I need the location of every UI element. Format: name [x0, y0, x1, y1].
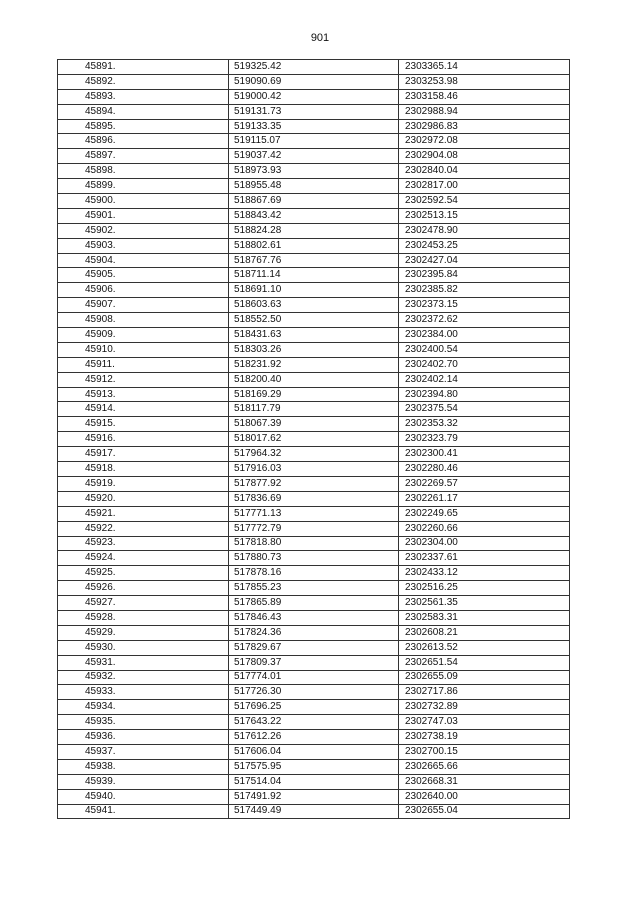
- y-coordinate-cell: 2302394.80: [399, 387, 570, 402]
- table-row: [58, 640, 570, 655]
- x-coordinate-cell: 517491.92: [229, 789, 399, 804]
- x-coordinate-cell: 517878.16: [229, 566, 399, 581]
- table-row: [58, 238, 570, 253]
- x-coordinate-cell: 517880.73: [229, 551, 399, 566]
- table-row: [58, 670, 570, 685]
- y-coordinate-cell: 2303365.14: [399, 60, 570, 75]
- table-row: [58, 462, 570, 477]
- x-coordinate-cell: 518711.14: [229, 268, 399, 283]
- table-row: [58, 342, 570, 357]
- y-coordinate-cell: 2302738.19: [399, 730, 570, 745]
- y-coordinate-cell: 2302583.31: [399, 610, 570, 625]
- table-row: [58, 655, 570, 670]
- table-row: [58, 268, 570, 283]
- x-coordinate-cell: 517606.04: [229, 744, 399, 759]
- table-row: [58, 372, 570, 387]
- table-row: [58, 744, 570, 759]
- table-row: [58, 134, 570, 149]
- point-number-cell: 45915.: [58, 417, 229, 432]
- x-coordinate-cell: 518824.28: [229, 223, 399, 238]
- y-coordinate-cell: 2302337.61: [399, 551, 570, 566]
- x-coordinate-cell: 518169.29: [229, 387, 399, 402]
- x-coordinate-cell: 518867.69: [229, 194, 399, 209]
- x-coordinate-cell: 519000.42: [229, 89, 399, 104]
- x-coordinate-cell: 519131.73: [229, 104, 399, 119]
- x-coordinate-cell: 518802.61: [229, 238, 399, 253]
- point-number-cell: 45907.: [58, 298, 229, 313]
- table-row: [58, 89, 570, 104]
- x-coordinate-cell: 518431.63: [229, 328, 399, 343]
- y-coordinate-cell: 2302261.17: [399, 491, 570, 506]
- x-coordinate-cell: 519037.42: [229, 149, 399, 164]
- y-coordinate-cell: 2302513.15: [399, 208, 570, 223]
- point-number-cell: 45914.: [58, 402, 229, 417]
- x-coordinate-cell: 517643.22: [229, 715, 399, 730]
- y-coordinate-cell: 2302353.32: [399, 417, 570, 432]
- x-coordinate-cell: 517818.80: [229, 536, 399, 551]
- table-row: [58, 104, 570, 119]
- y-coordinate-cell: 2302478.90: [399, 223, 570, 238]
- point-number-cell: 45906.: [58, 283, 229, 298]
- y-coordinate-cell: 2302561.35: [399, 596, 570, 611]
- x-coordinate-cell: 518200.40: [229, 372, 399, 387]
- table-row: [58, 789, 570, 804]
- table-row: [58, 74, 570, 89]
- point-number-cell: 45892.: [58, 74, 229, 89]
- y-coordinate-cell: 2302817.00: [399, 179, 570, 194]
- table-row: [58, 581, 570, 596]
- y-coordinate-cell: 2302592.54: [399, 194, 570, 209]
- x-coordinate-cell: 518117.79: [229, 402, 399, 417]
- point-number-cell: 45898.: [58, 164, 229, 179]
- x-coordinate-cell: 519133.35: [229, 119, 399, 134]
- table-row: [58, 491, 570, 506]
- table-row: [58, 283, 570, 298]
- table-row: [58, 551, 570, 566]
- point-number-cell: 45920.: [58, 491, 229, 506]
- x-coordinate-cell: 517916.03: [229, 462, 399, 477]
- table-row: [58, 596, 570, 611]
- y-coordinate-cell: 2302747.03: [399, 715, 570, 730]
- y-coordinate-cell: 2302640.00: [399, 789, 570, 804]
- point-number-cell: 45922.: [58, 521, 229, 536]
- table-row: [58, 625, 570, 640]
- y-coordinate-cell: 2302700.15: [399, 744, 570, 759]
- table-row: [58, 179, 570, 194]
- point-number-cell: 45917.: [58, 447, 229, 462]
- table-row: [58, 521, 570, 536]
- point-number-cell: 45933.: [58, 685, 229, 700]
- point-number-cell: 45935.: [58, 715, 229, 730]
- table-row: [58, 432, 570, 447]
- point-number-cell: 45893.: [58, 89, 229, 104]
- x-coordinate-cell: 519115.07: [229, 134, 399, 149]
- point-number-cell: 45895.: [58, 119, 229, 134]
- table-row: [58, 402, 570, 417]
- y-coordinate-cell: 2302613.52: [399, 640, 570, 655]
- point-number-cell: 45934.: [58, 700, 229, 715]
- y-coordinate-cell: 2302260.66: [399, 521, 570, 536]
- point-number-cell: 45941.: [58, 804, 229, 819]
- x-coordinate-cell: 517809.37: [229, 655, 399, 670]
- table-row: [58, 149, 570, 164]
- point-number-cell: 45932.: [58, 670, 229, 685]
- y-coordinate-cell: 2302400.54: [399, 342, 570, 357]
- y-coordinate-cell: 2303253.98: [399, 74, 570, 89]
- point-number-cell: 45891.: [58, 60, 229, 75]
- x-coordinate-cell: 517855.23: [229, 581, 399, 596]
- point-number-cell: 45924.: [58, 551, 229, 566]
- x-coordinate-cell: 518303.26: [229, 342, 399, 357]
- table-row: [58, 164, 570, 179]
- point-number-cell: 45909.: [58, 328, 229, 343]
- table-row: [58, 387, 570, 402]
- table-row: [58, 476, 570, 491]
- point-number-cell: 45925.: [58, 566, 229, 581]
- point-number-cell: 45940.: [58, 789, 229, 804]
- x-coordinate-cell: 519325.42: [229, 60, 399, 75]
- x-coordinate-cell: 518843.42: [229, 208, 399, 223]
- point-number-cell: 45938.: [58, 759, 229, 774]
- y-coordinate-cell: 2302385.82: [399, 283, 570, 298]
- y-coordinate-cell: 2302516.25: [399, 581, 570, 596]
- point-number-cell: 45903.: [58, 238, 229, 253]
- table-row: [58, 506, 570, 521]
- y-coordinate-cell: 2302655.04: [399, 804, 570, 819]
- y-coordinate-cell: 2302608.21: [399, 625, 570, 640]
- point-number-cell: 45901.: [58, 208, 229, 223]
- x-coordinate-cell: 517449.49: [229, 804, 399, 819]
- table-row: [58, 759, 570, 774]
- table-row: [58, 774, 570, 789]
- table-row: [58, 715, 570, 730]
- point-number-cell: 45928.: [58, 610, 229, 625]
- point-number-cell: 45902.: [58, 223, 229, 238]
- y-coordinate-cell: 2302373.15: [399, 298, 570, 313]
- point-number-cell: 45913.: [58, 387, 229, 402]
- y-coordinate-cell: 2302304.00: [399, 536, 570, 551]
- table-row: [58, 223, 570, 238]
- page-number: 901: [310, 32, 330, 44]
- table-row: [58, 417, 570, 432]
- x-coordinate-cell: 518973.93: [229, 164, 399, 179]
- point-number-cell: 45937.: [58, 744, 229, 759]
- table-row: [58, 536, 570, 551]
- table-row: [58, 328, 570, 343]
- table-row: [58, 357, 570, 372]
- table-body: [58, 60, 570, 819]
- y-coordinate-cell: 2302904.08: [399, 149, 570, 164]
- x-coordinate-cell: 517964.32: [229, 447, 399, 462]
- point-number-cell: 45896.: [58, 134, 229, 149]
- x-coordinate-cell: 517772.79: [229, 521, 399, 536]
- table-row: [58, 60, 570, 75]
- point-number-cell: 45908.: [58, 313, 229, 328]
- y-coordinate-cell: 2302988.94: [399, 104, 570, 119]
- table-row: [58, 208, 570, 223]
- table-row: [58, 804, 570, 819]
- point-number-cell: 45916.: [58, 432, 229, 447]
- table-row: [58, 298, 570, 313]
- x-coordinate-cell: 517696.25: [229, 700, 399, 715]
- table-row: [58, 253, 570, 268]
- y-coordinate-cell: 2303158.46: [399, 89, 570, 104]
- y-coordinate-cell: 2302433.12: [399, 566, 570, 581]
- y-coordinate-cell: 2302651.54: [399, 655, 570, 670]
- y-coordinate-cell: 2302375.54: [399, 402, 570, 417]
- point-number-cell: 45904.: [58, 253, 229, 268]
- point-number-cell: 45910.: [58, 342, 229, 357]
- y-coordinate-cell: 2302269.57: [399, 476, 570, 491]
- point-number-cell: 45923.: [58, 536, 229, 551]
- x-coordinate-cell: 518691.10: [229, 283, 399, 298]
- point-number-cell: 45900.: [58, 194, 229, 209]
- x-coordinate-cell: 518552.50: [229, 313, 399, 328]
- point-number-cell: 45897.: [58, 149, 229, 164]
- table-row: [58, 447, 570, 462]
- y-coordinate-cell: 2302372.62: [399, 313, 570, 328]
- x-coordinate-cell: 517726.30: [229, 685, 399, 700]
- x-coordinate-cell: 517877.92: [229, 476, 399, 491]
- x-coordinate-cell: 518231.92: [229, 357, 399, 372]
- point-number-cell: 45918.: [58, 462, 229, 477]
- table-row: [58, 313, 570, 328]
- table-row: [58, 685, 570, 700]
- x-coordinate-cell: 517774.01: [229, 670, 399, 685]
- x-coordinate-cell: 517829.67: [229, 640, 399, 655]
- x-coordinate-cell: 517865.89: [229, 596, 399, 611]
- y-coordinate-cell: 2302665.66: [399, 759, 570, 774]
- table-row: [58, 700, 570, 715]
- x-coordinate-cell: 518067.39: [229, 417, 399, 432]
- y-coordinate-cell: 2302402.70: [399, 357, 570, 372]
- table-row: [58, 194, 570, 209]
- point-number-cell: 45921.: [58, 506, 229, 521]
- y-coordinate-cell: 2302655.09: [399, 670, 570, 685]
- point-number-cell: 45929.: [58, 625, 229, 640]
- point-number-cell: 45926.: [58, 581, 229, 596]
- x-coordinate-cell: 518955.48: [229, 179, 399, 194]
- y-coordinate-cell: 2302986.83: [399, 119, 570, 134]
- y-coordinate-cell: 2302402.14: [399, 372, 570, 387]
- table-row: [58, 730, 570, 745]
- y-coordinate-cell: 2302717.86: [399, 685, 570, 700]
- table-row: [58, 566, 570, 581]
- y-coordinate-cell: 2302732.89: [399, 700, 570, 715]
- point-number-cell: 45931.: [58, 655, 229, 670]
- y-coordinate-cell: 2302384.00: [399, 328, 570, 343]
- x-coordinate-cell: 517771.13: [229, 506, 399, 521]
- x-coordinate-cell: 518603.63: [229, 298, 399, 313]
- x-coordinate-cell: 518017.62: [229, 432, 399, 447]
- point-number-cell: 45899.: [58, 179, 229, 194]
- x-coordinate-cell: 517846.43: [229, 610, 399, 625]
- x-coordinate-cell: 519090.69: [229, 74, 399, 89]
- x-coordinate-cell: 517575.95: [229, 759, 399, 774]
- table-row: [58, 610, 570, 625]
- point-number-cell: 45894.: [58, 104, 229, 119]
- point-number-cell: 45911.: [58, 357, 229, 372]
- x-coordinate-cell: 518767.76: [229, 253, 399, 268]
- point-number-cell: 45939.: [58, 774, 229, 789]
- y-coordinate-cell: 2302323.79: [399, 432, 570, 447]
- y-coordinate-cell: 2302427.04: [399, 253, 570, 268]
- point-number-cell: 45927.: [58, 596, 229, 611]
- y-coordinate-cell: 2302300.41: [399, 447, 570, 462]
- coordinates-table: [57, 59, 570, 819]
- point-number-cell: 45936.: [58, 730, 229, 745]
- point-number-cell: 45905.: [58, 268, 229, 283]
- point-number-cell: 45919.: [58, 476, 229, 491]
- y-coordinate-cell: 2302668.31: [399, 774, 570, 789]
- y-coordinate-cell: 2302840.04: [399, 164, 570, 179]
- x-coordinate-cell: 517836.69: [229, 491, 399, 506]
- y-coordinate-cell: 2302249.65: [399, 506, 570, 521]
- x-coordinate-cell: 517612.26: [229, 730, 399, 745]
- y-coordinate-cell: 2302395.84: [399, 268, 570, 283]
- point-number-cell: 45930.: [58, 640, 229, 655]
- y-coordinate-cell: 2302280.46: [399, 462, 570, 477]
- y-coordinate-cell: 2302972.08: [399, 134, 570, 149]
- table-row: [58, 119, 570, 134]
- x-coordinate-cell: 517824.36: [229, 625, 399, 640]
- x-coordinate-cell: 517514.04: [229, 774, 399, 789]
- y-coordinate-cell: 2302453.25: [399, 238, 570, 253]
- point-number-cell: 45912.: [58, 372, 229, 387]
